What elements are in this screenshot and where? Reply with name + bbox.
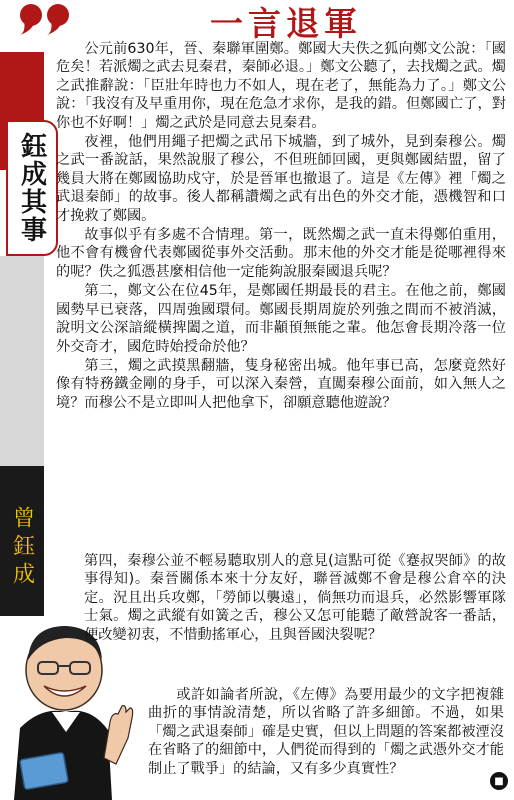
article-body-closing	[148, 686, 504, 778]
paragraph: 公元前630年，晉、秦聯軍圍鄭。鄭國大夫佚之狐向鄭文公說：「國危矣！若派燭之武去見秦君，秦師必退。」鄭文公聽了，去找燭之武。燭之武推辭說：「臣壯年時也力不如人，現在老了，無能為力了。」鄭文公說：「我沒有及早重用你，現在危急才求你，是我的錯。但鄭國亡了，對你也不好啊！」燭之武於是同意去見秦君。	[56, 41, 506, 131]
article-title: 一言退軍	[210, 4, 362, 43]
column-name: 鈺成其事	[16, 132, 47, 244]
article-body-lower	[84, 552, 506, 644]
paragraph: 第三，燭之武摸黑翻牆，隻身秘密出城。他年事已高，怎麼竟然好像有特務鐵金剛的身手，可以深入秦營，直闖秦穆公面前，如入無人之境？而穆公不是立即叫人把他拿下，卻願意聽他遊說？	[56, 357, 506, 411]
column-bar-grey	[0, 256, 44, 466]
quote-marks-icon	[18, 2, 74, 36]
paragraph: 或許如論者所說，《左傳》為要用最少的文字把複雜曲折的事情說清楚，所以省略了許多細節。不過，如果「燭之武退秦師」確是史實，但以上問題的答案都被湮沒在省略了的細節中，人們從而得到的「燭之武憑外交才能制止了戰爭」的結論，又有多少真實性？	[148, 687, 504, 777]
column-name-tag	[6, 120, 58, 256]
paragraph: 故事似乎有多處不合情理。第一，既然燭之武一直未得鄭伯重用，他不會有機會代表鄭國從事外交活動。那末他的外交才能是從哪裡得來的呢？佚之狐憑甚麼相信他一定能夠說服秦國退兵呢？	[56, 227, 506, 280]
end-mark-icon: ■	[490, 772, 508, 790]
author-strip	[0, 466, 44, 616]
paragraph: 第四，秦穆公並不輕易聽取別人的意見(這點可從《蹇叔哭師》的故事得知)。秦晉關係本來十分友好，聯晉滅鄭不會是穆公倉卒的決定。況且出兵攻鄭，「勞師以襲遠」，倘無功而退兵，必然影響軍隊士氣。燭之武縱有如簧之舌，穆公又怎可能聽了敵營說客一番話，便改變初衷，不惜動搖軍心，且與晉國決裂呢？	[84, 553, 506, 643]
article-body	[56, 40, 506, 413]
author-name: 曾鈺成	[9, 506, 35, 590]
paragraph: 第二，鄭文公在位45年，是鄭國任期最長的君主。在他之前，鄭國國勢早已衰落，四周強國環伺。鄭國長期周旋於列強之間而不被消滅，說明文公深諳縱橫捭闔之道，而非顢頇無能之輩。他怎會長期冷落一位外交奇才，國危時始授命於他？	[56, 283, 506, 355]
paragraph: 夜裡，他們用繩子把燭之武吊下城牆，到了城外，見到秦穆公。燭之武一番說話，果然說服了穆公，不但班師回國，更與鄭國結盟，留了幾員大將在鄭國協助戍守，於是晉軍也撤退了。這是《左傳》裡「燭之武退秦師」的故事。後人都稱讚燭之武有出色的外交才能，憑機智和口才挽救了鄭國。	[56, 134, 506, 224]
